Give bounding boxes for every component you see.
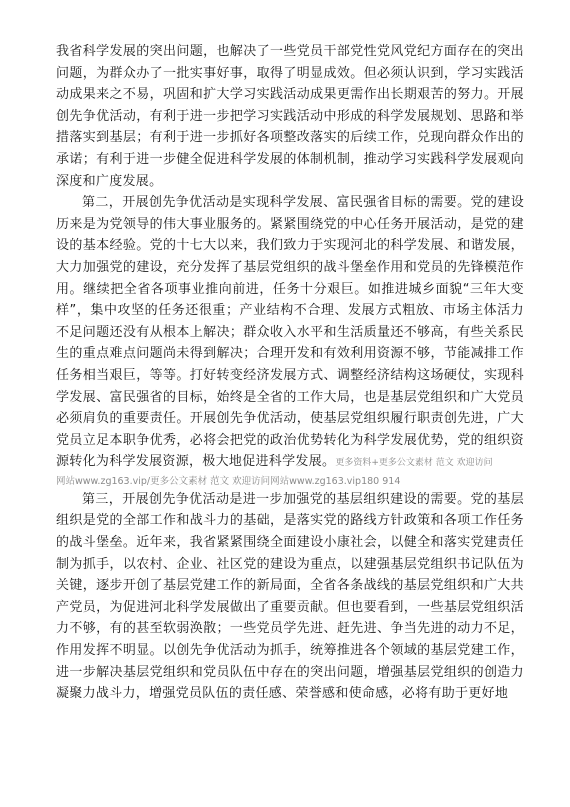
- paragraph-2-text: 第二，开展创先争优活动是实现科学发展、富民强省目标的需要。党的建设历来是为党领导的伟大事业服务的。紧紧围绕党的中心任务开展活动，是党的建设的基本经验。党的十七大以来，我们致力于实现河北的科学发展、和谐发展，大力加强党的建设，充分发挥了基层党组织的战斗堡垒作用和党员的先锋模范作用。继续把全省各项事业推向前进，任务十分艰巨。如推进城乡面貌“三年大变样”，集中攻坚的任务还很重；产业结构不合理、发展方式粗放、市场主体活力不足问题还没有从根本上解决；群众收入水平和生活质量还不够高，有些关系民生的重点难点问题尚未得到解决；合理开发和有效利用资源不够，节能减排工作任务相当艰巨，等等。打好转变经济发展方式、调整经济结构这场硬仗，实现科学发展、富民强省的目标，始终是全省的工作大局，也是基层党组织和广大党员必须肩负的重要责任。开展创先争优活动，使基层党组织履行职责创先进，广大党员立足本职争优秀，必将会把党的政治优势转化为科学发展优势，党的组织资源转化为科学发展资源，极大地促进科学发展。: [56, 195, 524, 470]
- paragraph-1: 我省科学发展的突出问题，也解决了一些党员干部党性党风党纪方面存在的突出问题，为群众办了一批实事好事，取得了明显成效。但必须认识到，学习实践活动成果来之不易，巩固和扩大学习实践活动成果更需作出长期艰苦的努力。开展创先争优活动，有利于进一步把学习实践活动中形成的科学发展规划、思路和举措落实到基层；有利于进一步抓好各项整改落实的后续工作，兑现向群众作出的承诺；有利于进一步健全促进科学发展的体制机制，推动学习实践科学发展观向深度和广度发展。: [56, 44, 524, 189]
- watermark-line: 网站www.zg163.vip/更多公文素材 范文 欢迎访问网站www.zg163.vip180 914: [56, 475, 401, 487]
- paragraph-3: 第三，开展创先争优活动是进一步加强党的基层组织建设的需要。党的基层组织是党的全部工作和战斗力的基础，是落实党的路线方针政策和各项工作任务的战斗堡垒。近年来，我省紧紧围绕全面建设小康社会，以健全和落实党建责任制为抓手，以农村、企业、社区党的建设为重点，以建强基层党组织书记队伍为关键，逐步开创了基层党建工作的新局面，全省各条战线的基层党组织和广大共产党员，为促进河北科学发展做出了重要贡献。但也要看到，一些基层党组织活力不够，有的甚至软弱涣散；一些党员学先进、赶先进、争当先进的动力不足，作用发挥不明显。以创先争优活动为抓手，统筹推进各个领域的基层党建工作，进一步解决基层党组织和党员队伍中存在的突出问题，增强基层党组织的创造力凝聚力战斗力，增强党员队伍的责任感、荣誉感和使命感，必将有助于更好地: [56, 491, 524, 702]
- paragraph-2: [56, 192, 524, 475]
- watermark-inline: 更多资料+更多公文素材 范文 欢迎访问: [335, 458, 493, 469]
